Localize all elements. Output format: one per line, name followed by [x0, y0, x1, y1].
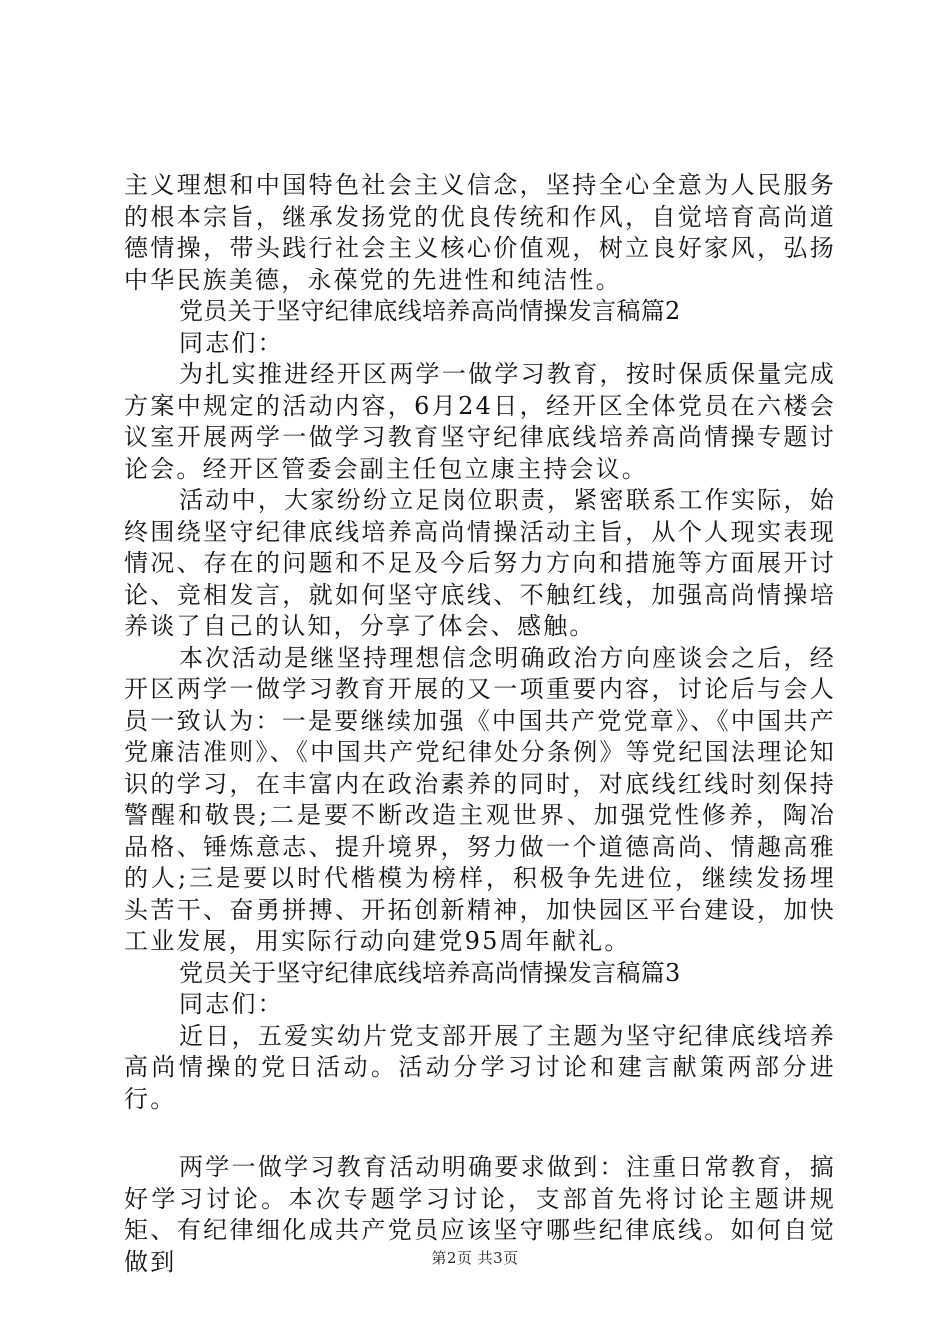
- paragraph-activity: 活动中，大家纷纷立足岗位职责，紧密联系工作实际，始终围绕坚守纪律底线培养高尚情操活动主旨，从个人现实表现情况、存在的问题和不足及今后努力方向和措施等方面展开讨论、竞相发言，就如何坚守底线、不触红线，加强高尚情操培养谈了自己的认知，分享了体会、感触。: [124, 486, 836, 640]
- section-heading-3: 党员关于坚守纪律底线培养高尚情操发言稿篇3: [179, 958, 681, 987]
- section-heading-2: 党员关于坚守纪律底线培养高尚情操发言稿篇2: [179, 297, 681, 325]
- salutation-3: 同志们：: [179, 990, 284, 1018]
- salutation-2: 同志们：: [179, 328, 284, 357]
- page-footer: 第2页 共3页: [431, 1249, 519, 1267]
- document-body: [124, 170, 836, 1278]
- paragraph-requirements: 两学一做学习教育活动明确要求做到：注重日常教育，搞好学习讨论。本次专题学习讨论，支部首先将讨论主题讲规矩、有纪律细化成共产党员应该坚守哪些纪律底线。如何自觉做到: [124, 1153, 836, 1276]
- paragraph-conclusions: 本次活动是继坚持理想信念明确政治方向座谈会之后，经开区两学一做学习教育开展的又一项重要内容，讨论后与会人员一致认为：一是要继续加强《中国共产党党章》、《中国共产党廉洁准则》、《中国共产党纪律处分条例》等党纪国法理论知识的学习，在丰富内在政治素养的同时，对底线红线时刻保持警醒和敬畏;二是要不断改造主观世界、加强党性修养，陶冶品格、锤炼意志、提升境界，努力做一个道德高尚、情趣高雅的人;三是要以时代楷模为榜样，积极争先进位，继续发扬埋头苦干、奋勇拼搏、开拓创新精神，加快园区平台建设，加快工业发展，用实际行动向建党95周年献礼。: [124, 643, 836, 955]
- paragraph-party-day: 近日，五爱实幼片党支部开展了主题为坚守纪律底线培养高尚情操的党日活动。活动分学习讨论和建言献策两部分进行。: [124, 1021, 836, 1113]
- paragraph-meeting-intro: 为扎实推进经开区两学一做学习教育，按时保质保量完成方案中规定的活动内容，6月24日，经开区全体党员在六楼会议室开展两学一做学习教育坚守纪律底线培养高尚情操专题讨论会。经开区管委会副主任包立康主持会议。: [124, 360, 836, 483]
- paragraph-continuation: 主义理想和中国特色社会主义信念，坚持全心全意为人民服务的根本宗旨，继承发扬党的优良传统和作风，自觉培育高尚道德情操，带头践行社会主义核心价值观，树立良好家风，弘扬中华民族美德，永葆党的先进性和纯洁性。: [124, 171, 836, 294]
